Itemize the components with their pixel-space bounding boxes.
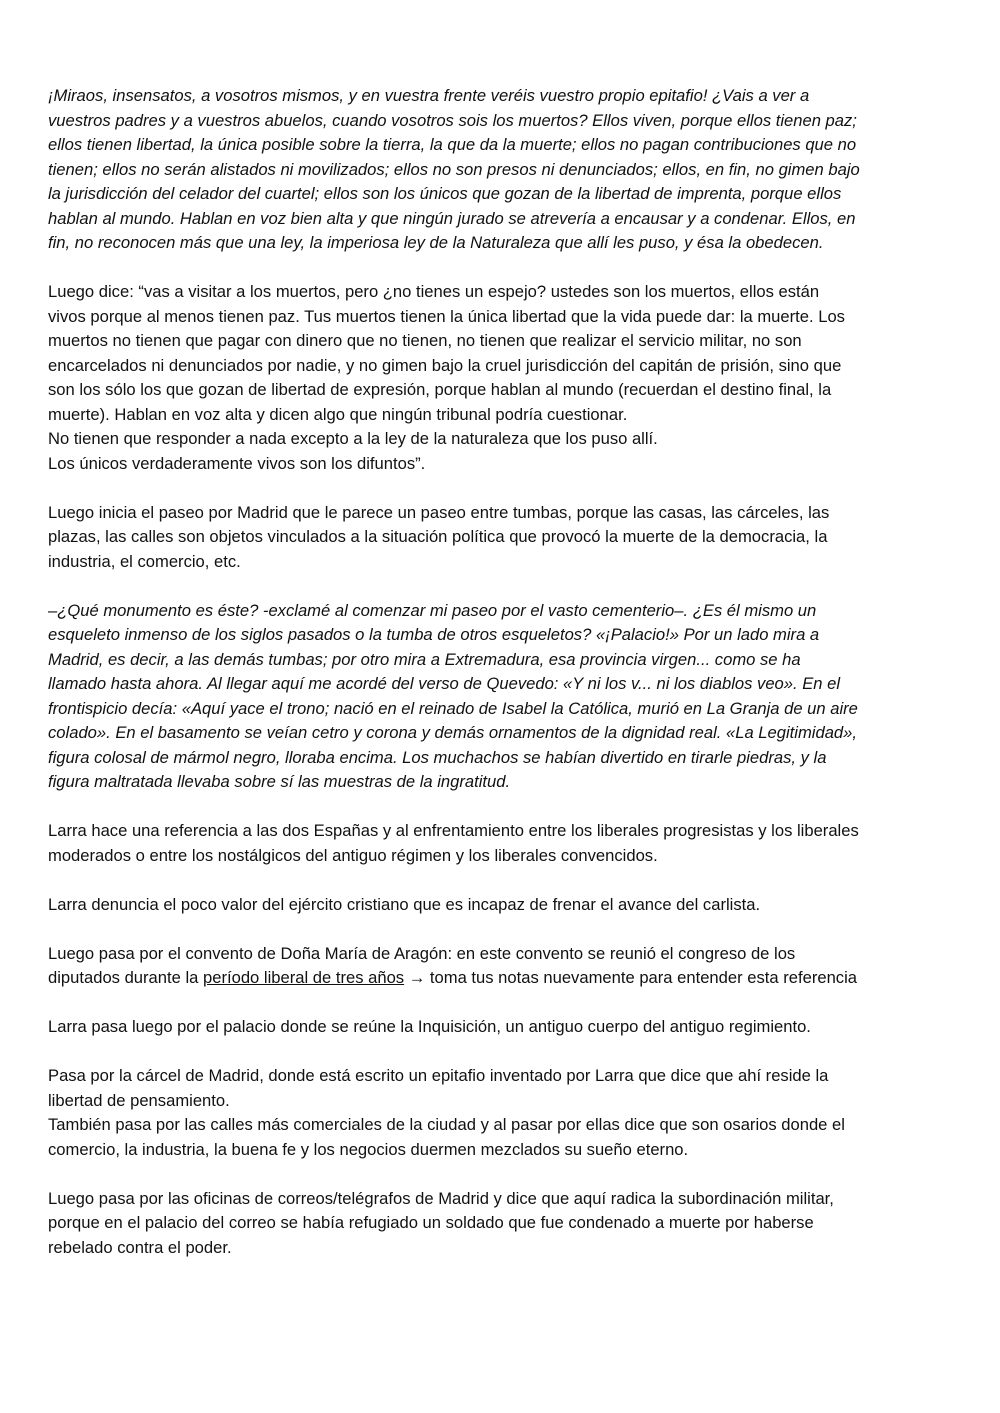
text-segment: diputados durante la <box>48 968 203 987</box>
text-line: libertad de pensamiento. <box>48 1090 230 1110</box>
quote-paragraph-epitaph <box>48 84 958 256</box>
text-line: hablan al mundo. Hablan en voz bien alta y que ningún jurado se atrevería a encausar y a condenar. Ellos, en <box>48 208 856 228</box>
text-line: ¡Miraos, insensatos, a vosotros mismos, y en vuestra frente veréis vuestro propio epitafio! ¿Vais a ver a <box>48 86 810 105</box>
quote-paragraph-palacio <box>48 599 958 795</box>
text-line: frontispicio decía: «Aquí yace el trono; nació en el reinado de Isabel la Católica, murió en La Granja de un aire <box>48 698 858 718</box>
paragraph-inquisicion <box>48 1015 958 1040</box>
text-line: llamado hasta ahora. Al llegar aquí me acordé del verso de Quevedo: «Y ni los v... ni los diablos veo». En el <box>48 674 841 693</box>
text-line: moderados o entre los nostálgicos del antiguo régimen y los liberales convencidos. <box>48 845 658 865</box>
text-line: esqueleto inmenso de los siglos pasados o la tumba de otros esqueletos? «¡Palacio!» Por un lado mira a <box>48 625 820 644</box>
text-line: También pasa por las calles más comerciales de la ciudad y al pasar por ellas dice que son osarios donde el <box>48 1115 845 1134</box>
text-line: Luego pasa por el convento de Doña María de Aragón: en este convento se reunió el congreso de los <box>48 943 796 963</box>
text-line: Madrid, es decir, a las demás tumbas; por otro mira a Extremadura, esa provincia virgen... como se ha <box>48 649 801 669</box>
text-line: comercio, la industria, la buena fe y los negocios duermen mezclados su sueño eterno. <box>48 1139 689 1159</box>
text-line: encarcelados ni denunciados por nadie, y no gimen bajo la cruel jurisdicción del capitán de prisión, sino que <box>48 355 842 375</box>
text-line: son los sólo los que gozan de libertad de expresión, porque hablan al mundo (recuerdan el destino final, la <box>48 380 832 399</box>
text-line: muertos no tienen que pagar con dinero que no tienen, no tienen que realizar el servicio militar, no son <box>48 331 802 350</box>
text-line: vivos porque al menos tienen paz. Tus muertos tienen la única libertad que la vida puede dar: la muerte. Los <box>48 306 845 326</box>
text-line: Luego dice: “vas a visitar a los muertos, pero ¿no tienes un espejo? ustedes son los muertos, ellos están <box>48 282 820 301</box>
trienio-liberal-link[interactable]: período liberal de tres años <box>203 968 405 987</box>
text-line: Larra denuncia el poco valor del ejército cristiano que es incapaz de frenar el avance del carlista. <box>48 894 761 914</box>
text-line: Larra pasa luego por el palacio donde se reúne la Inquisición, un antiguo cuerpo del antiguo regimiento. <box>48 1017 811 1036</box>
text-line: Luego inicia el paseo por Madrid que le parece un paseo entre tumbas, porque las casas, las cárceles, las <box>48 502 830 522</box>
paragraph-convento <box>48 942 958 991</box>
text-line: Larra hace una referencia a las dos Españas y al enfrentamiento entre los liberales progresistas y los liberales <box>48 821 859 840</box>
text-line: figura colosal de mármol negro, lloraba encima. Los muchachos se habían divertido en tirarle piedras, y la <box>48 747 827 767</box>
text-line: la jurisdicción del celador del cuartel; ellos son los únicos que gozan de la libertad de imprenta, porque ellos <box>48 184 842 203</box>
text-line: Los únicos verdaderamente vivos son los difuntos”. <box>48 453 426 473</box>
text-line: muerte). Hablan en voz alta y dicen algo que ningún tribunal podría cuestionar. <box>48 404 628 424</box>
text-line: rebelado contra el poder. <box>48 1237 232 1257</box>
paragraph-ejercito <box>48 893 958 918</box>
text-line: Luego pasa por las oficinas de correos/telégrafos de Madrid y dice que aquí radica la subordinación militar, <box>48 1188 834 1208</box>
text-line <box>48 966 958 991</box>
text-line: Pasa por la cárcel de Madrid, donde está escrito un epitafio inventado por Larra que dice que ahí reside la <box>48 1066 829 1085</box>
paragraph-paraphrase <box>48 280 958 476</box>
text-segment: → toma tus notas nuevamente para entender esta referencia <box>404 968 858 987</box>
text-line: porque en el palacio del correo se había refugiado un soldado que fue condenado a muerte por haberse <box>48 1213 814 1232</box>
text-line: figura maltratada llevaba sobre sí las muestras de la ingratitud. <box>48 772 511 791</box>
text-line: vuestros padres y a vuestros abuelos, cuando vosotros sois los muertos? Ellos viven, porque ellos tienen paz; <box>48 110 857 130</box>
paragraph-correos <box>48 1187 958 1261</box>
text-line: ellos tienen libertad, la única posible sobre la tierra, la que da la muerte; ellos no pagan contribuciones que no <box>48 135 857 154</box>
text-line: No tienen que responder a nada excepto a la ley de la naturaleza que los puso allí. <box>48 429 658 448</box>
text-line: industria, el comercio, etc. <box>48 551 241 571</box>
paragraph-dos-espanas <box>48 819 958 868</box>
text-line: tienen; ellos no serán alistados ni movilizados; ellos no son presos ni denunciados; ellos, en fin, no gimen bajo <box>48 159 860 179</box>
text-line: fin, no reconocen más que una ley, la imperiosa ley de la Naturaleza que allí les puso, y ésa la obedecen. <box>48 233 824 252</box>
document-page <box>48 84 958 1285</box>
text-line: plazas, las calles son objetos vinculados a la situación política que provocó la muerte de la democracia, la <box>48 527 828 546</box>
text-line: colado». En el basamento se veían cetro y corona y demás ornamentos de la dignidad real. «La Legitimidad», <box>48 723 857 742</box>
paragraph-madrid-walk <box>48 501 958 575</box>
paragraph-carcel <box>48 1064 958 1162</box>
text-line: –¿Qué monumento es éste? -exclamé al comenzar mi paseo por el vasto cementerio–. ¿Es él mismo un <box>48 600 817 620</box>
